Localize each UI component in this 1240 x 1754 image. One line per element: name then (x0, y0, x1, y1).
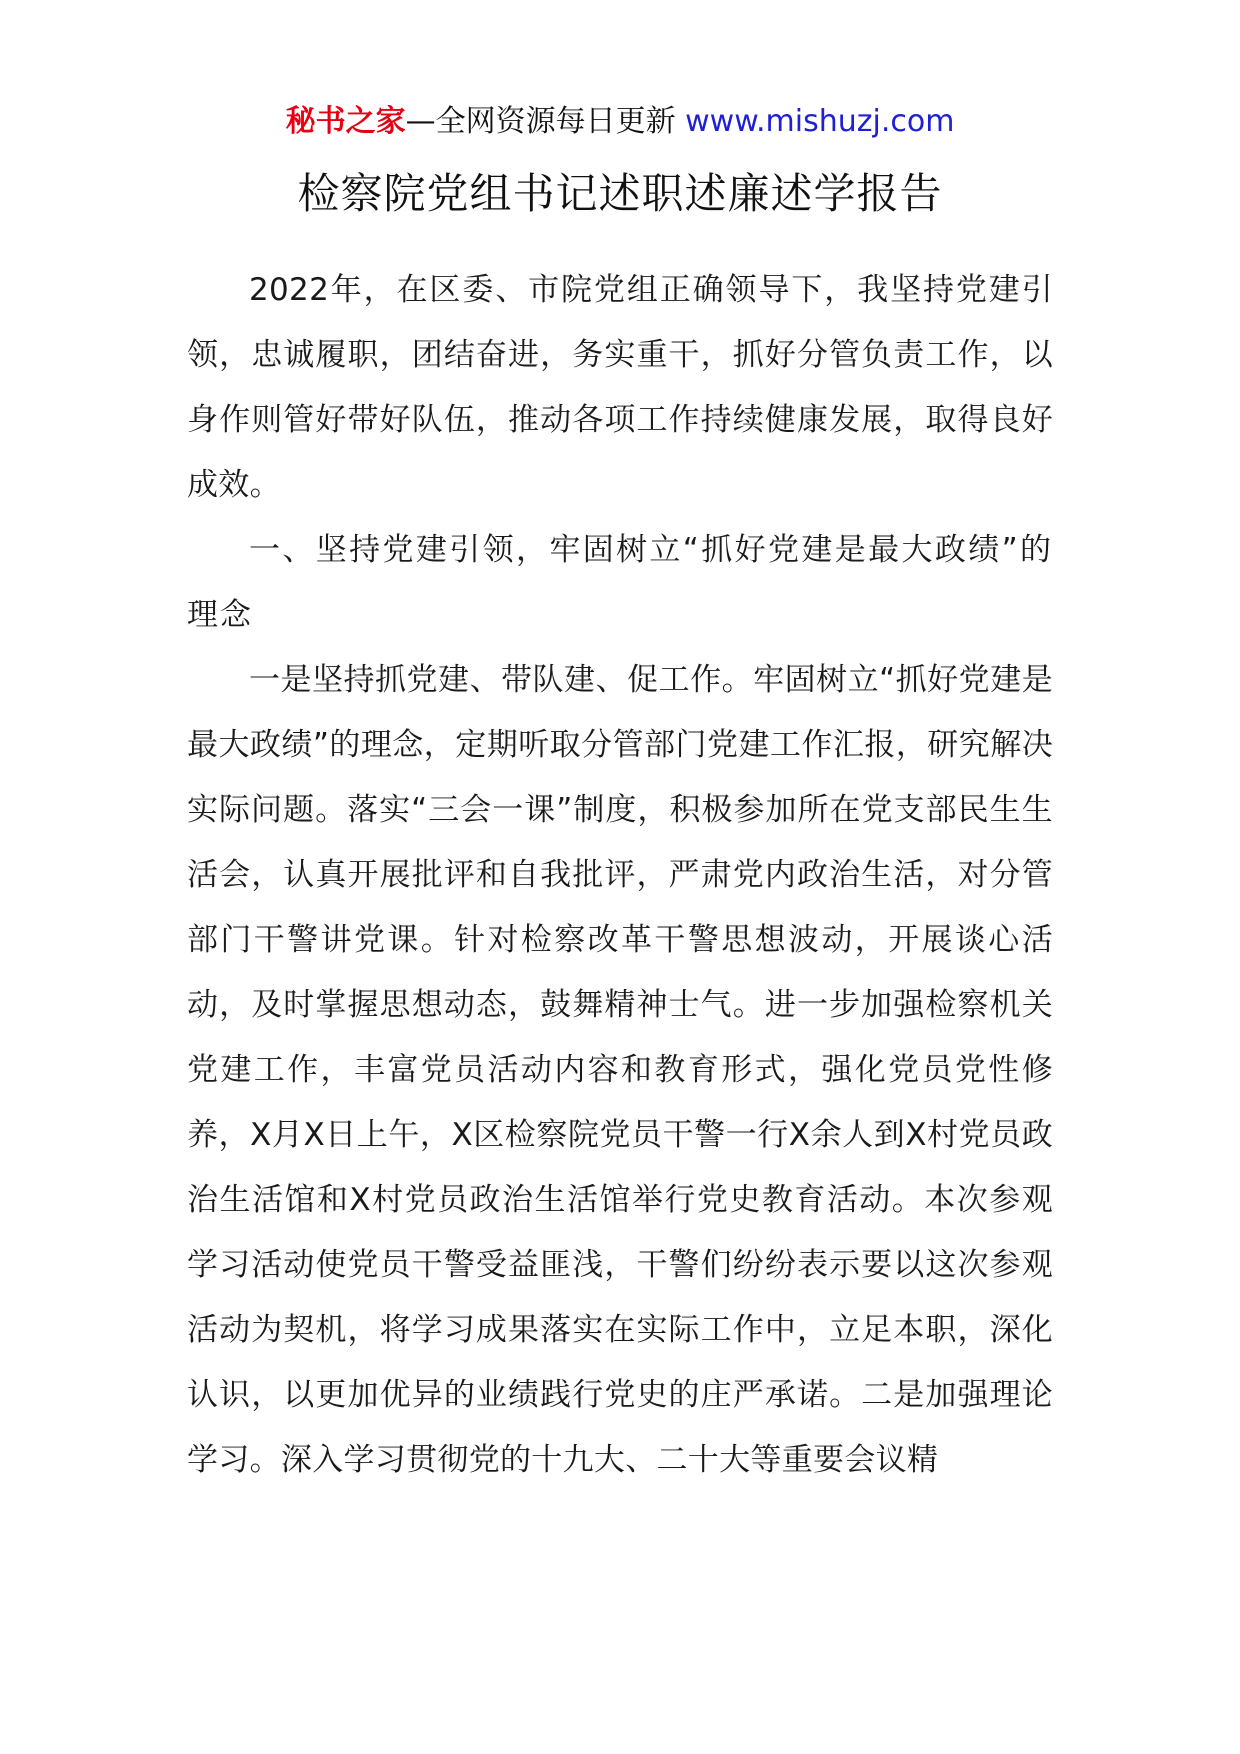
section-1-paragraph: 一是坚持抓党建、带队建、促工作。牢固树立“抓好党建是最大政绩”的理念，定期听取分管部门党建工作汇报，研究解决实际问题。落实“三会一课”制度，积极参加所在党支部民生生活会，认真开展批评和自我批评，严肃党内政治生活，对分管部门干警讲党课。针对检察改革干警思想波动，开展谈心活动，及时掌握思想动态，鼓舞精神士气。进一步加强检察机关党建工作，丰富党员活动内容和教育形式，强化党员党性修养，X月X日上午，X区检察院党员干警一行X余人到X村党员政治生活馆和X村党员政治生活馆举行党史教育活动。本次参观学习活动使党员干警受益匪浅，干警们纷纷表示要以这次参观活动为契机，将学习成果落实在实际工作中，立足本职，深化认识，以更加优异的业绩践行党史的庄严承诺。二是加强理论学习。深入学习贯彻党的十九大、二十大等重要会议精 (187, 662, 1053, 1478)
site-brand: 秘书之家 (285, 104, 406, 139)
section-heading-1: 一、坚持党建引领，牢固树立“抓好党建是最大政绩”的理念 (187, 532, 1053, 633)
document-body (187, 258, 1053, 1493)
site-tagline: —全网资源每日更新 (405, 104, 686, 139)
document-title: 检察院党组书记述职述廉述学报告 (297, 169, 943, 218)
site-url-link[interactable]: www.mishuzj.com (685, 104, 955, 139)
site-header (0, 100, 1240, 144)
intro-paragraph: 2022年，在区委、市院党组正确领导下，我坚持党建引领，忠诚履职，团结奋进，务实重干，抓好分管负责工作，以身作则管好带好队伍，推动各项工作持续健康发展，取得良好成效。 (187, 272, 1053, 503)
